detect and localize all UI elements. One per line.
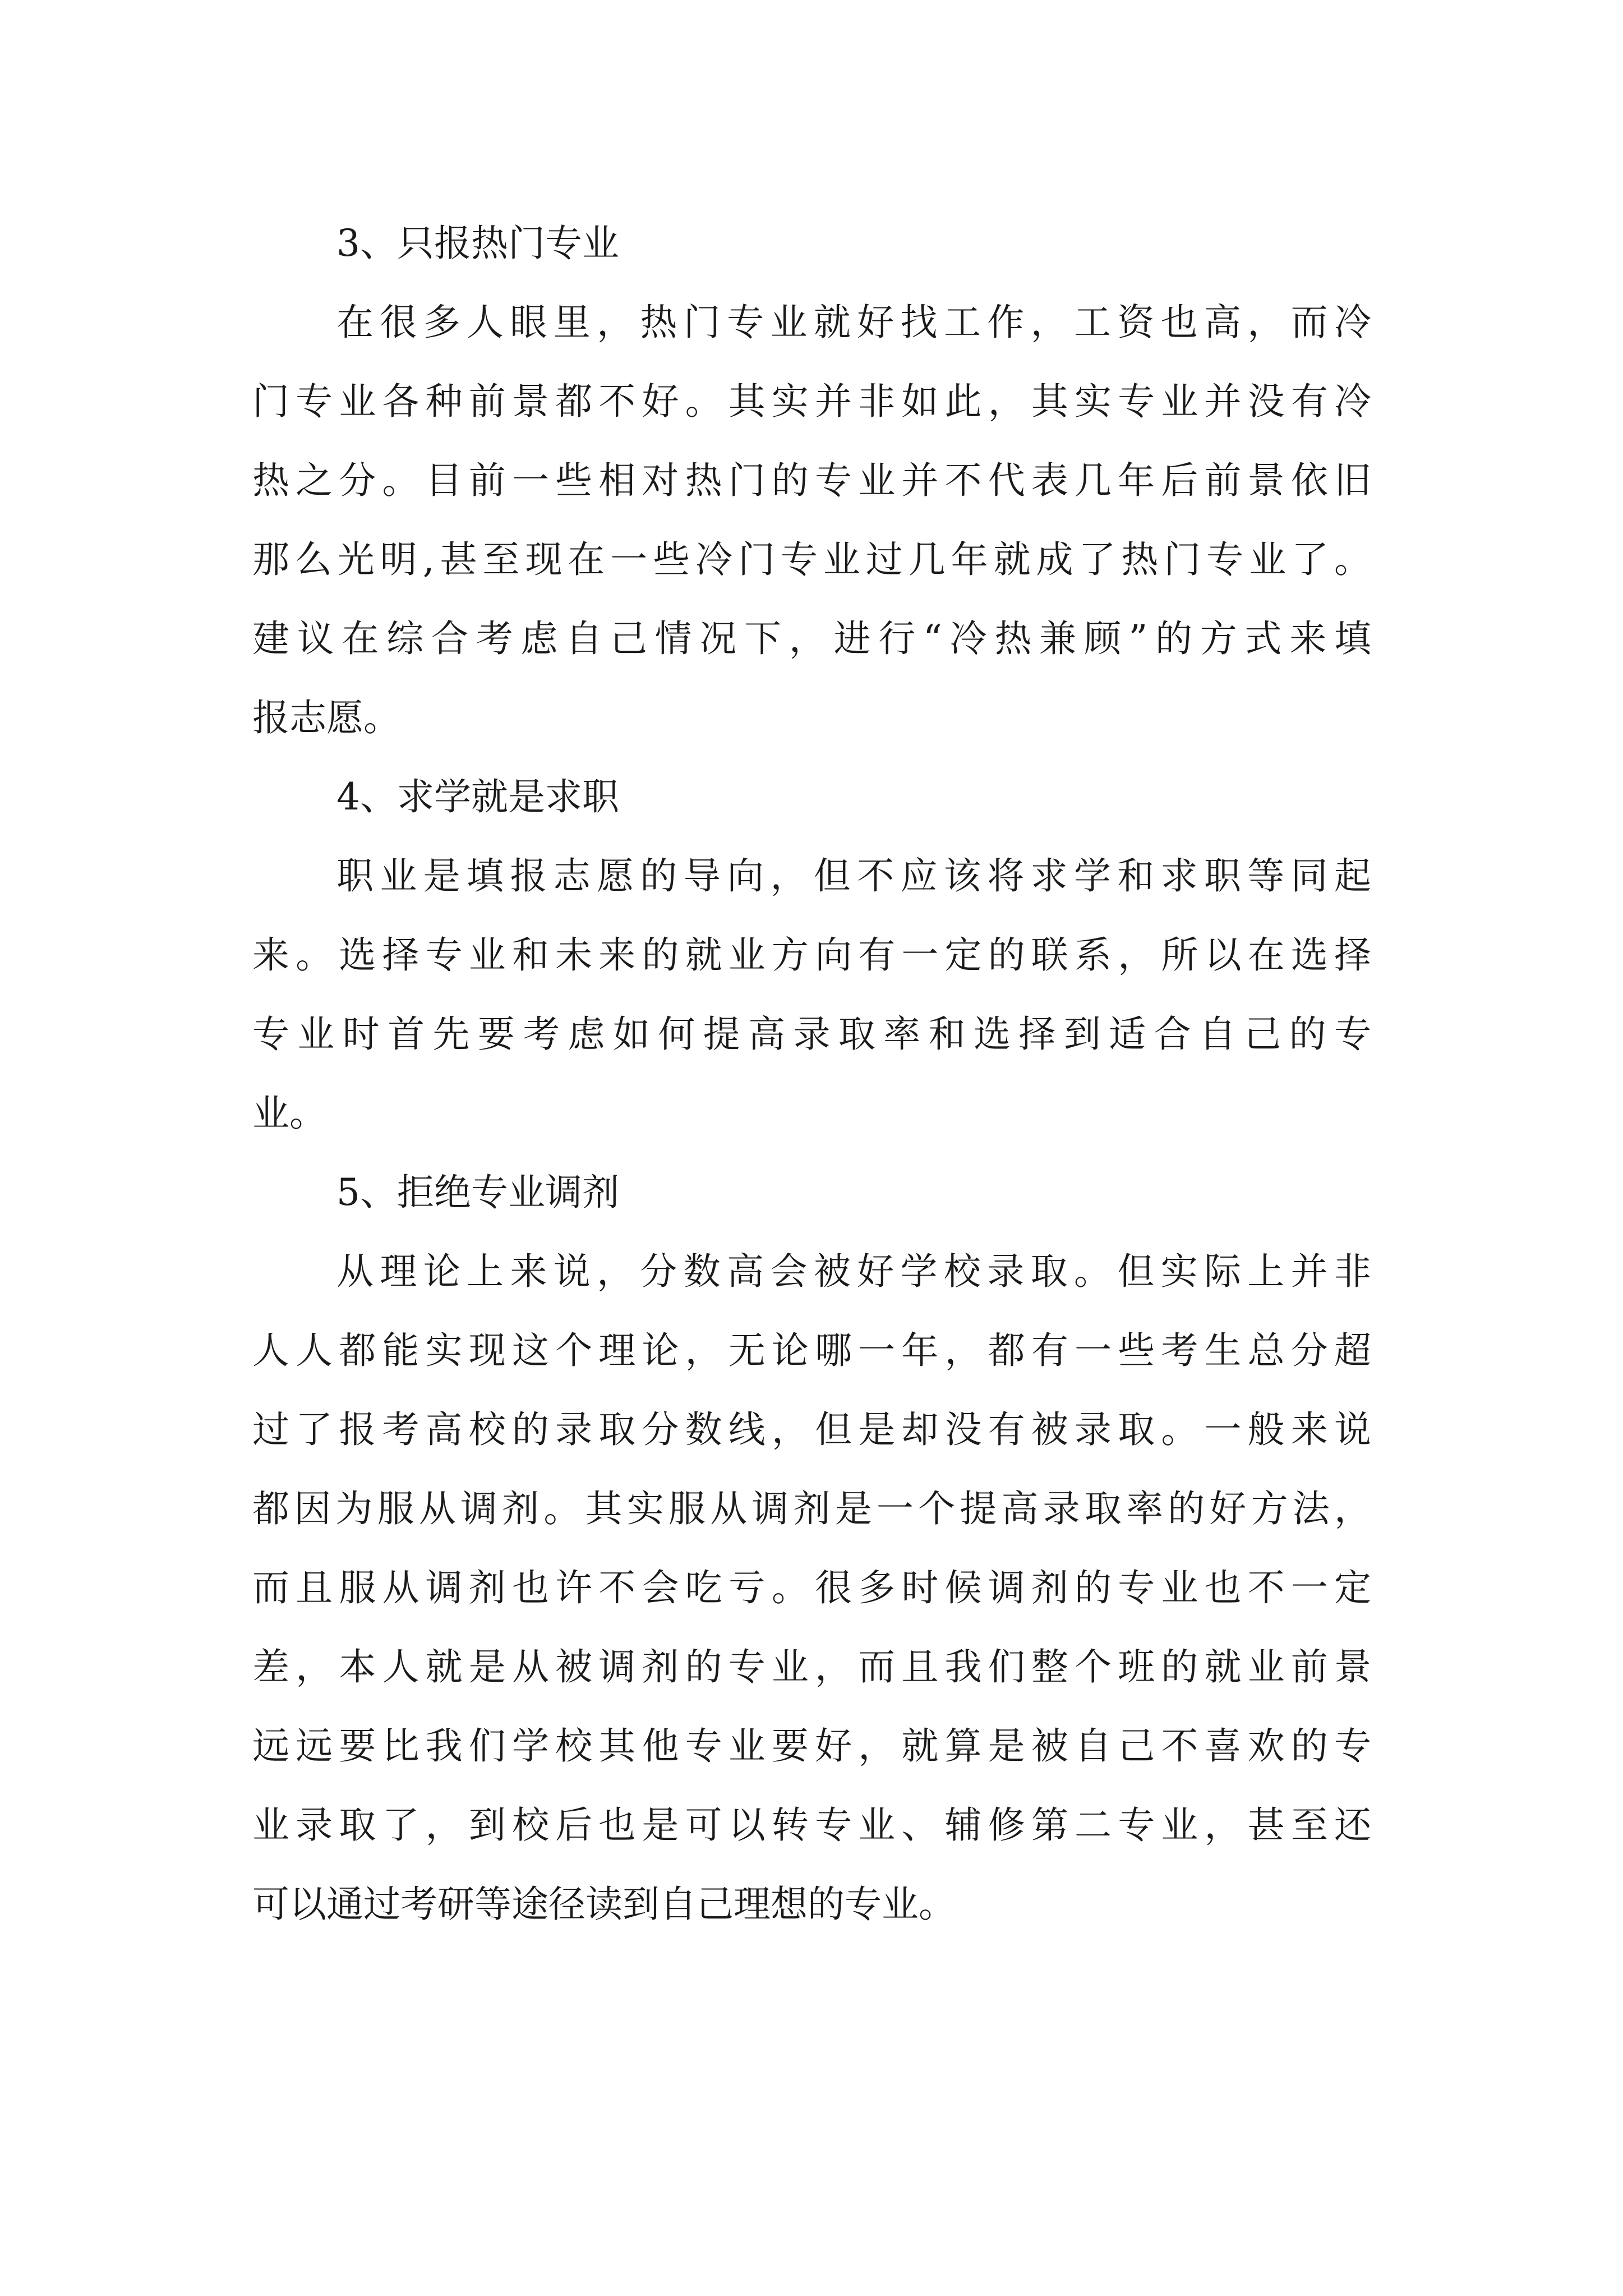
paragraph-line: 过了报考高校的录取分数线，但是却没有被录取。一般来说 [252,1408,1371,1451]
paragraph-line: 差，本人就是从被调剂的专业，而且我们整个班的就业前景 [252,1645,1371,1688]
section-heading: 5、拒绝专业调剂 [336,1171,619,1214]
paragraph-line: 业。 [252,1092,326,1135]
paragraph-line: 来。选择专业和未来的就业方向有一定的联系，所以在选择 [252,933,1371,977]
paragraph-line: 门专业各种前景都不好。其实并非如此，其实专业并没有冷 [252,380,1371,423]
paragraph-line: 建议在综合考虑自己情况下，进行“冷热兼顾”的方式来填 [252,617,1371,660]
paragraph-line: 职业是填报志愿的导向，但不应该将求学和求职等同起 [336,854,1371,898]
section-heading: 4、求学就是求职 [336,775,619,818]
paragraph-line: 都因为服从调剂。其实服从调剂是一个提高录取率的好方法， [252,1487,1371,1530]
paragraph-line: 可以通过考研等途径读到自己理想的专业。 [252,1883,956,1926]
paragraph-line: 而且服从调剂也许不会吃亏。很多时候调剂的专业也不一定 [252,1566,1371,1609]
paragraph-line: 人人都能实现这个理论，无论哪一年，都有一些考生总分超 [252,1329,1371,1372]
section-heading: 3、只报热门专业 [336,222,619,265]
paragraph-line: 从理论上来说，分数高会被好学校录取。但实际上并非 [336,1250,1371,1293]
paragraph-line: 专业时首先要考虑如何提高录取率和选择到适合自己的专 [252,1013,1371,1056]
paragraph-line: 业录取了，到校后也是可以转专业、辅修第二专业，甚至还 [252,1803,1371,1847]
paragraph-line: 热之分。目前一些相对热门的专业并不代表几年后前景依旧 [252,459,1371,502]
paragraph-line: 远远要比我们学校其他专业要好，就算是被自己不喜欢的专 [252,1724,1371,1768]
paragraph-line: 那么光明,甚至现在一些冷门专业过几年就成了热门专业了。 [252,538,1371,581]
paragraph-line: 报志愿。 [252,696,400,739]
paragraph-line: 在很多人眼里，热门专业就好找工作，工资也高，而冷 [336,301,1371,344]
